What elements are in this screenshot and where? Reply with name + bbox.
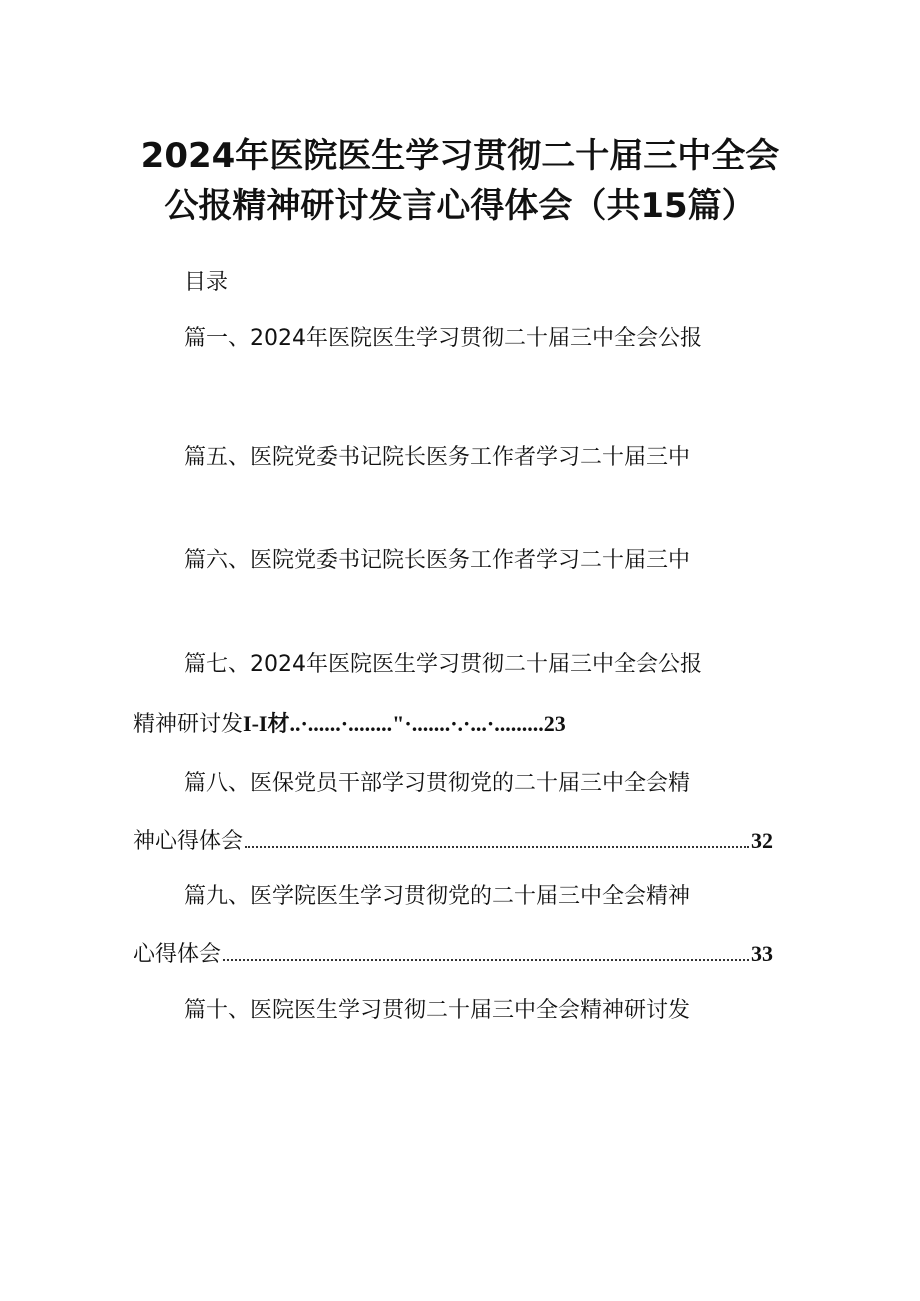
toc-entry-8-label: 神心得体会: [133, 829, 244, 854]
toc-entry-9[interactable]: 篇九、医学院医生学习贯彻党的二十届三中全会精神: [184, 884, 691, 909]
toc-entry-7[interactable]: 篇七、2024年医院医生学习贯彻二十届三中全会公报: [184, 652, 702, 677]
dot-leader: [223, 959, 749, 961]
toc-entry-8-continuation[interactable]: [133, 826, 773, 857]
toc-entry-5[interactable]: 篇五、医院党委书记院长医务工作者学习二十届三中: [184, 445, 691, 470]
toc-entry-1[interactable]: 篇一、2024年医院医生学习贯彻二十届三中全会公报: [184, 326, 702, 351]
document-title-line-1: 2024年医院医生学习贯彻二十届三中全会: [140, 136, 780, 176]
toc-entry-10[interactable]: 篇十、医院医生学习贯彻二十届三中全会精神研讨发: [184, 998, 691, 1023]
dot-leader: [245, 846, 749, 848]
toc-entry-9-continuation[interactable]: [133, 939, 773, 970]
toc-entry-8[interactable]: 篇八、医保党员干部学习贯彻党的二十届三中全会精: [184, 771, 691, 796]
toc-entry-8-page-number: 32: [751, 828, 773, 853]
toc-entry-6[interactable]: 篇六、医院党委书记院长医务工作者学习二十届三中: [184, 548, 691, 573]
toc-entry-7-continuation[interactable]: [133, 709, 566, 740]
toc-entry-7-label: 精神研讨发: [133, 712, 244, 737]
document-title-line-2: 公报精神研讨发言心得体会（共15篇）: [164, 186, 756, 226]
toc-heading: 目录: [184, 270, 229, 295]
toc-entry-7-leader-and-page: I-I材..·......·........"·.......·.·...·.........23: [243, 711, 566, 736]
toc-entry-9-label: 心得体会: [133, 942, 222, 967]
toc-entry-9-page-number: 33: [751, 941, 773, 966]
